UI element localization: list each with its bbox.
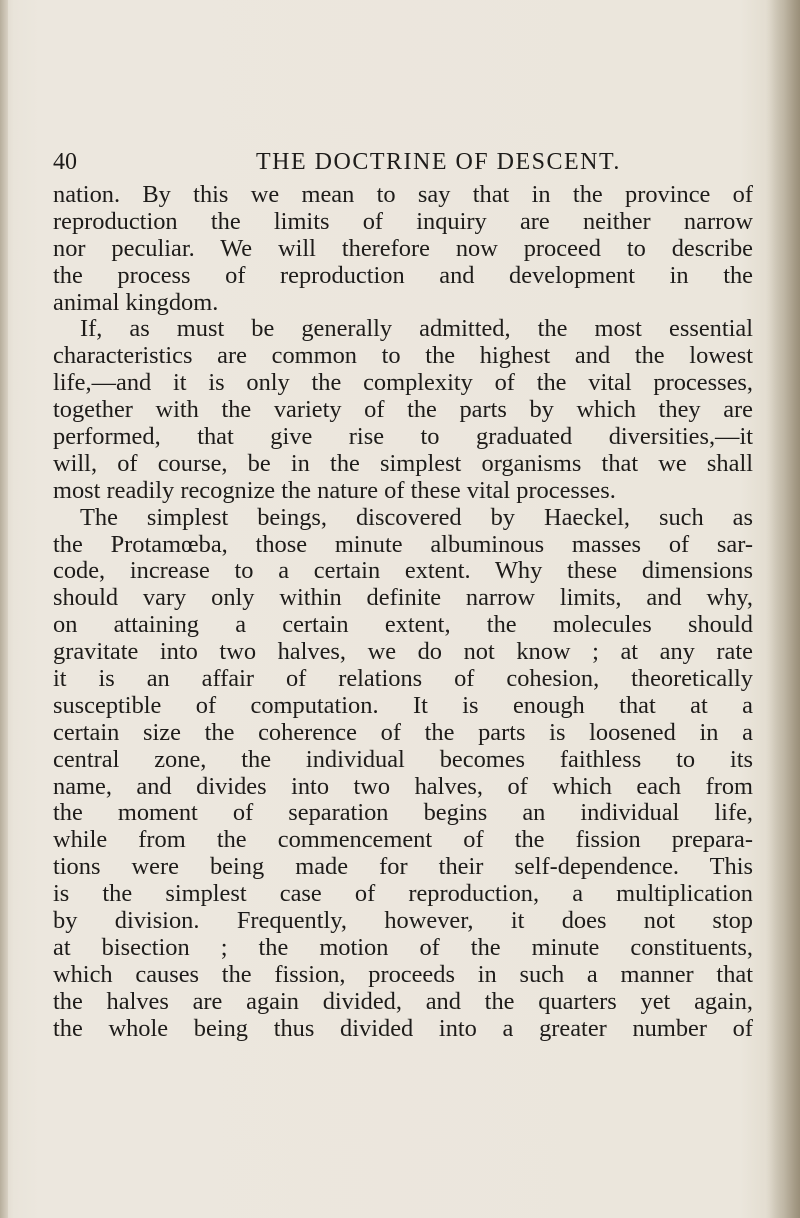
text-line: name, and divides into two halves, of which each from	[53, 772, 753, 800]
text-line: which causes the fission, proceeds in such a manner that	[53, 960, 753, 988]
text-line: tions were being made for their self-dependence. This	[53, 853, 753, 881]
text-line: the moment of separation begins an individual life,	[53, 799, 753, 827]
text-line: most readily recognize the nature of these vital processes.	[53, 476, 616, 504]
text-line: the process of reproduction and development in the	[53, 261, 753, 289]
running-title: THE DOCTRINE OF DESCENT.	[256, 149, 621, 175]
text-line: while from the commencement of the fission prepara-	[53, 826, 753, 854]
text-line: the whole being thus divided into a greater number of	[53, 1014, 753, 1042]
text-line: nation. By this we mean to say that in the province of	[53, 181, 753, 208]
text-line: gravitate into two halves, we do not know ; at any rate	[53, 638, 753, 666]
page-right-edge-shadow	[766, 0, 800, 1218]
body-text	[53, 182, 753, 1043]
text-line: nor peculiar. We will therefore now proceed to describe	[53, 234, 753, 262]
page-header	[53, 147, 753, 177]
text-line: is the simplest case of reproduction, a multiplication	[53, 880, 753, 908]
text-line: The simplest beings, discovered by Haeckel, such as	[80, 503, 753, 531]
text-line: on attaining a certain extent, the molecules should	[53, 611, 753, 639]
page-number: 40	[53, 149, 77, 175]
text-line: reproduction the limits of inquiry are neither narrow	[53, 207, 753, 235]
text-line: If, as must be generally admitted, the most essential	[80, 315, 753, 343]
page-left-edge	[0, 0, 8, 1218]
text-line: the Protamœba, those minute albuminous masses of sar-	[53, 530, 753, 558]
text-line: code, increase to a certain extent. Why these dimensions	[53, 557, 753, 585]
text-line: by division. Frequently, however, it does not stop	[53, 907, 753, 935]
text-line: performed, that give rise to graduated diversities,—it	[53, 423, 753, 451]
text-line: susceptible of computation. It is enough that at a	[53, 691, 753, 719]
text-line: characteristics are common to the highest and the lowest	[53, 342, 753, 370]
text-line: certain size the coherence of the parts is loosened in a	[53, 718, 753, 746]
text-line: together with the variety of the parts by which they are	[53, 396, 753, 424]
text-line: life,—and it is only the complexity of the vital processes,	[53, 369, 753, 397]
text-line: should vary only within definite narrow limits, and why,	[53, 584, 753, 612]
text-line: at bisection ; the motion of the minute constituents,	[53, 933, 753, 961]
text-line: it is an affair of relations of cohesion, theoretically	[53, 665, 753, 693]
text-line: the halves are again divided, and the quarters yet again,	[53, 987, 753, 1015]
text-line: animal kingdom.	[53, 288, 219, 316]
text-line: central zone, the individual becomes faithless to its	[53, 745, 753, 773]
text-line: will, of course, be in the simplest organisms that we shall	[53, 449, 753, 477]
